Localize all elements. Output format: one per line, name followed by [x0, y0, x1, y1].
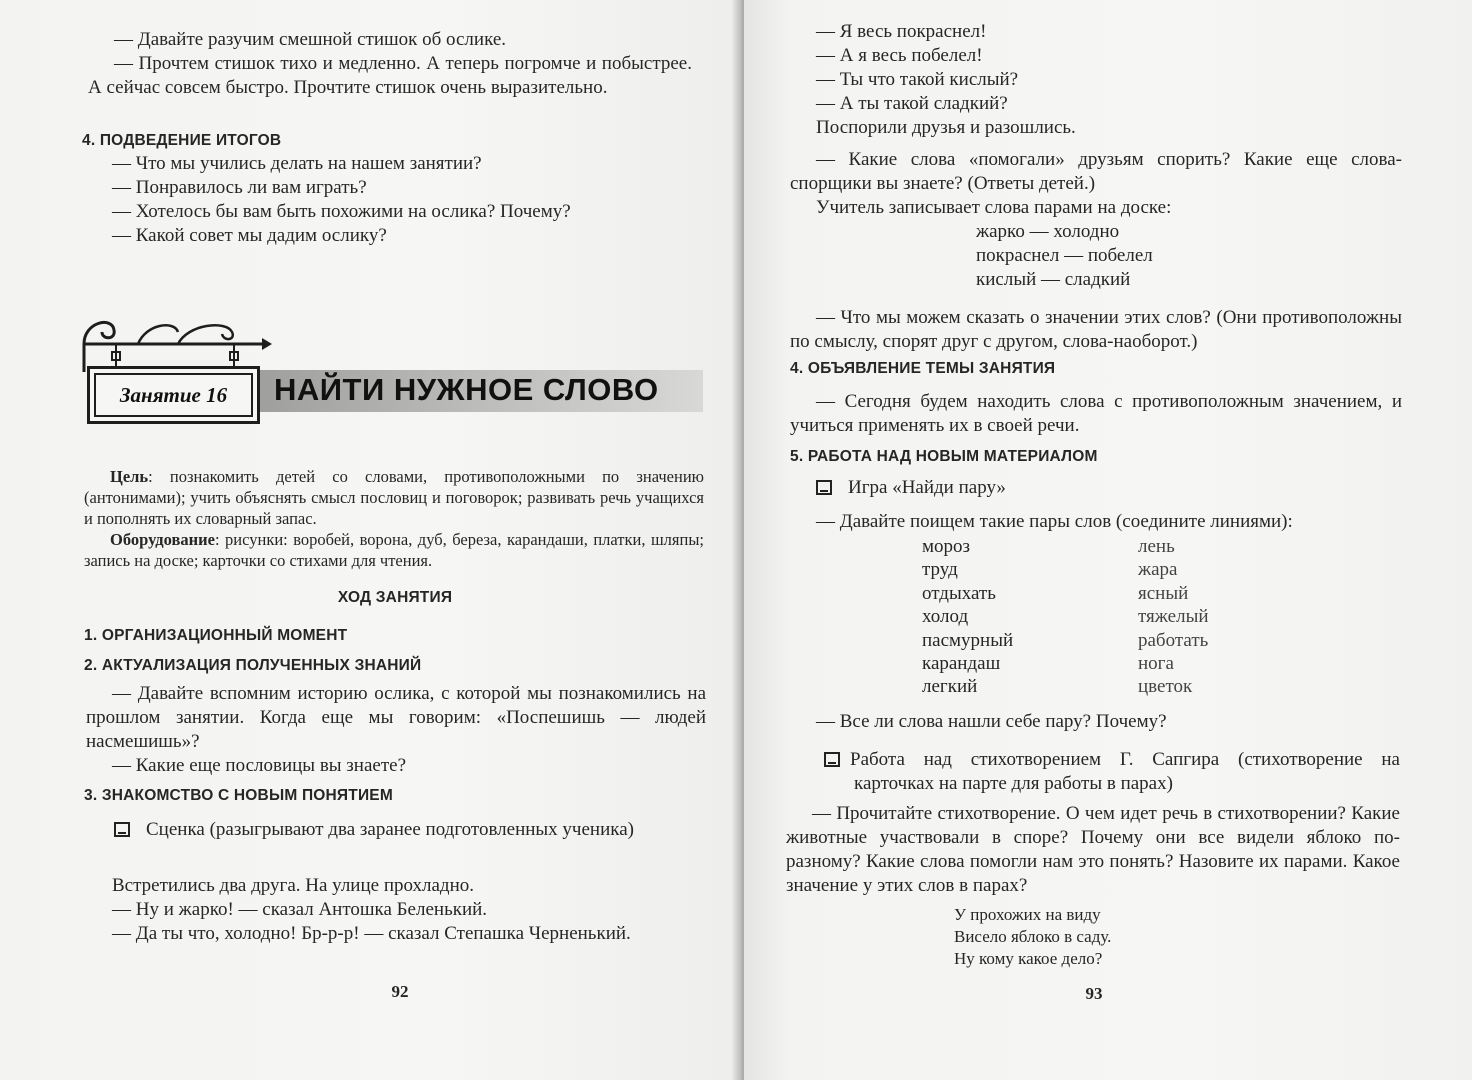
dialog-line: — Ты что такой кислый?	[816, 69, 1019, 90]
match-right: тяжелый	[1138, 606, 1209, 628]
question2: — Что мы можем сказать о значении этих слов? (Они противоположны по смыслу, спорят друг с другом, слова-наоборот.)	[790, 307, 1402, 352]
match-row	[922, 558, 1209, 581]
question4: — Прочитайте стихотворение. О чем идет речь в стихотворении? Какие животные участвовали в споре? Почему они все видели яблоко по-разному? Какие слова помогли нам это понять? Назовите их парами. Какое значение у этих слов в парах?	[786, 803, 1400, 896]
intro-line: — Давайте разучим смешной стишок об ослике.	[114, 29, 507, 50]
match-left: труд	[922, 559, 958, 581]
course-heading: ХОД ЗАНЯТИЯ	[337, 589, 453, 606]
poem-line: Ну кому какое дело?	[954, 949, 1103, 968]
question-line: — Понравилось ли вам играть?	[112, 177, 367, 198]
question-line: — Хотелось бы вам быть похожими на ослика? Почему?	[112, 201, 571, 222]
match-row	[922, 535, 1209, 558]
board-pairs	[976, 220, 1153, 292]
page-number: 92	[391, 982, 409, 1001]
lesson-sign	[87, 366, 260, 424]
scene-line: — Да ты что, холодно! Бр-р-р! — сказал Степашка Черненький.	[112, 923, 631, 944]
intro-line: — Прочтем стишок тихо и медленно. А теперь погромче и побыстрее. А сейчас совсем быстро. Прочтите стишок очень выразительно.	[88, 53, 692, 98]
equipment-paragraph	[84, 529, 704, 571]
poem-task-paragraph	[824, 748, 1400, 796]
match-right: цветок	[1138, 676, 1193, 698]
page-number: 93	[1085, 984, 1103, 1003]
section4-text	[790, 390, 1402, 438]
goal-paragraph	[84, 466, 704, 529]
lesson-title: НАЙТИ НУЖНОЕ СЛОВО	[274, 372, 659, 407]
book-icon	[114, 822, 130, 837]
scene-line: — Ну и жарко! — сказал Антошка Беленький.	[112, 899, 488, 920]
match-right: ясный	[1138, 582, 1189, 604]
question1: — Какие слова «помогали» друзьям спорить? Какие еще слова-спорщики вы знаете? (Ответы детей.)	[790, 149, 1402, 194]
section-heading-5: 5. РАБОТА НАД НОВЫМ МАТЕРИАЛОМ	[790, 448, 1098, 465]
question1-block	[790, 148, 1402, 220]
board-pair: жарко — холодно	[976, 221, 1120, 242]
match-row	[922, 629, 1209, 652]
lesson-label: Занятие 16	[94, 373, 253, 417]
match-row	[922, 675, 1209, 698]
match-pairs	[922, 535, 1209, 699]
scene-text: Сценка (разыгрывают два заранее подготовленных ученика)	[146, 819, 634, 840]
section2-paragraph: — Давайте вспомним историю ослика, с которой мы познакомились на прошлом занятии. Когда еще мы говорим: «Поспешишь — людей насмешишь»?	[86, 683, 706, 752]
scene-line: Встретились два друга. На улице прохладно.	[112, 875, 475, 896]
match-left: холод	[922, 606, 969, 628]
match-left: карандаш	[922, 653, 1001, 675]
book-icon	[824, 752, 840, 767]
question-line: — Что мы учились делать на нашем занятии?	[112, 153, 482, 174]
book-icon	[816, 480, 832, 495]
goal-text: : познакомить детей со словами, противоположными по значению (антонимами); учить объяснять смысл пословиц и поговорок; развивать речь учащихся и пополнять их словарный запас.	[84, 467, 704, 528]
match-right: нога	[1138, 653, 1174, 675]
game-title-row	[816, 476, 1006, 500]
question-line: — Какой совет мы дадим ослику?	[112, 225, 387, 246]
match-row	[922, 605, 1209, 628]
equipment-text: : рисунки: воробей, ворона, дуб, береза, карандаши, платки, шляпы; запись на доске; карточки со стихами для чтения.	[84, 530, 704, 570]
dialog-block	[816, 20, 1076, 140]
dialog-line: — А ты такой сладкий?	[816, 93, 1008, 114]
question3-row	[816, 710, 1167, 734]
section4-paragraph: — Сегодня будем находить слова с противоположным значением, и учиться применять их в своей речи.	[790, 391, 1402, 436]
match-row	[922, 582, 1209, 605]
intro-text	[88, 28, 692, 100]
section-heading-summary: 4. ПОДВЕДЕНИЕ ИТОГОВ	[82, 132, 282, 149]
dialog-line: — Я весь покраснел!	[816, 21, 987, 42]
scene-dialog	[86, 874, 706, 946]
section2-question: — Какие еще пословицы вы знаете?	[112, 755, 407, 776]
game-instruction-row	[816, 510, 1293, 534]
scene-task	[114, 818, 706, 842]
goal-label: Цель	[110, 467, 149, 486]
scene-paragraph	[114, 818, 706, 842]
match-row	[922, 652, 1209, 675]
match-right: жара	[1138, 559, 1178, 581]
poem-task	[824, 748, 1400, 796]
board-pair: покраснел — побелел	[976, 245, 1153, 266]
section2-text	[86, 682, 706, 778]
match-left: отдыхать	[922, 582, 996, 604]
dialog-line: — А я весь побелел!	[816, 45, 983, 66]
match-left: мороз	[922, 536, 971, 557]
poem	[954, 904, 1111, 970]
poem-line: У прохожих на виду	[954, 905, 1101, 924]
question3: — Все ли слова нашли себе пару? Почему?	[816, 711, 1167, 732]
section-heading-1: 1. ОРГАНИЗАЦИОННЫЙ МОМЕНТ	[84, 627, 348, 644]
section-heading-3: 3. ЗНАКОМСТВО С НОВЫМ ПОНЯТИЕМ	[84, 787, 393, 804]
match-right: работать	[1138, 629, 1209, 651]
section-heading-2: 2. АКТУАЛИЗАЦИЯ ПОЛУЧЕННЫХ ЗНАНИЙ	[84, 657, 422, 674]
equipment-label: Оборудование	[110, 530, 215, 549]
game-instruction: — Давайте поищем такие пары слов (соедините линиями):	[816, 511, 1293, 532]
board-pair: кислый — сладкий	[976, 269, 1131, 290]
summary-questions	[112, 152, 571, 248]
sign-bracket-icon	[76, 302, 276, 372]
match-left: пасмурный	[922, 629, 1014, 651]
dialog-line: Поспорили друзья и разошлись.	[816, 117, 1076, 138]
question2-block	[790, 306, 1402, 354]
poem-task-text: Работа над стихотворением Г. Сапгира (стихотворение на карточках на парте для работы в парах)	[850, 749, 1400, 794]
question4-block	[786, 802, 1400, 898]
goal-block	[84, 466, 704, 571]
poem-line: Висело яблоко в саду.	[954, 927, 1112, 946]
section-heading-4: 4. ОБЪЯВЛЕНИЕ ТЕМЫ ЗАНЯТИЯ	[790, 360, 1056, 377]
game-title: Игра «Найди пару»	[848, 477, 1006, 498]
teacher-note: Учитель записывает слова парами на доске:	[816, 197, 1172, 218]
match-right: лень	[1138, 536, 1175, 557]
match-left: легкий	[922, 676, 978, 698]
game-title-line	[816, 476, 1006, 500]
